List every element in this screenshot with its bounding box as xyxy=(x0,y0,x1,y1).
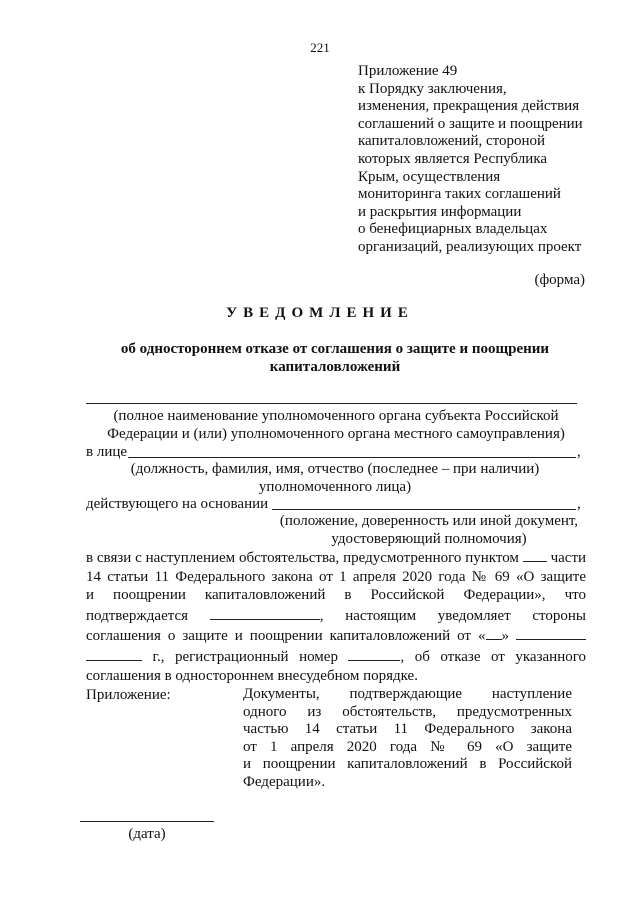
in-person-line[interactable] xyxy=(128,457,576,458)
attachment-line: частью 14 статьи 11 Федерального закона xyxy=(243,721,572,738)
acting-basis-label: действующего на основании xyxy=(86,496,269,512)
attachment-line: и поощрении капиталовложений в Российской xyxy=(243,756,572,773)
point-number-blank[interactable] xyxy=(523,547,547,562)
organ-name-line[interactable] xyxy=(86,403,577,404)
appendix-line: которых является Республика xyxy=(358,150,548,167)
basis-caption: (положение, доверенность или иной документ, удостоверяющий полномочия) xyxy=(279,513,579,547)
body-line: соглашения в одностороннем внесудебном порядке. xyxy=(86,667,418,684)
body-line: 14 статьи 11 Федерального закона от 1 апреля 2020 года № 69 «О защите xyxy=(86,568,586,585)
appendix-line: и раскрытия информации xyxy=(358,203,522,220)
appendix-line: мониторинга таких соглашений xyxy=(358,186,561,203)
organ-name-caption: (полное наименование уполномоченного органа субъекта Российской Федерации и (или) уполномоченного органа местного самоуправления) xyxy=(107,408,565,442)
acting-basis-line[interactable] xyxy=(272,509,576,510)
attachment-line: одного из обстоятельств, предусмотренных xyxy=(243,703,572,720)
in-person-label: в лице xyxy=(86,444,128,460)
document-title: УВЕДОМЛЕНИЕ xyxy=(226,305,414,321)
body-line: и поощрении капиталовложений в Российской Федерации», что xyxy=(86,587,586,604)
appendix-line: соглашений о защите и поощрении xyxy=(358,115,583,132)
confirmation-blank[interactable] xyxy=(210,605,320,620)
date-caption: (дата) xyxy=(128,826,166,842)
appendix-line: о бенефициарных владельцах xyxy=(358,221,548,238)
body-line: г., регистрационный номер , об отказе от указанного xyxy=(86,646,586,667)
body-line: подтверждается , настоящим уведомляет стороны xyxy=(86,605,586,626)
form-label: (форма) xyxy=(534,272,585,288)
page-number: 221 xyxy=(310,40,330,55)
appendix-line: изменения, прекращения действия xyxy=(358,98,580,115)
person-caption: (должность, фамилия, имя, отчество (последнее – при наличии) уполномоченного лица) xyxy=(130,461,540,495)
comma: , xyxy=(577,496,581,512)
attachment-line: Документы, подтверждающие наступление xyxy=(243,686,572,702)
attachment-line: Федерации». xyxy=(243,773,326,790)
appendix-line: организаций, реализующих проект xyxy=(358,238,582,255)
appendix-line: Приложение 49 xyxy=(358,63,458,79)
year-blank[interactable] xyxy=(86,646,142,661)
registration-number-blank[interactable] xyxy=(348,646,400,661)
comma: , xyxy=(577,444,581,460)
appendix-line: капиталовложений, стороной xyxy=(358,133,546,150)
body-line: в связи с наступлением обстоятельства, предусмотренного пунктом части xyxy=(86,547,586,568)
attachment-label: Приложение: xyxy=(86,687,171,703)
appendix-line: к Порядку заключения, xyxy=(358,80,507,97)
document-subtitle: об одностороннем отказе от соглашения о защите и поощрении капиталовложений xyxy=(120,341,550,375)
attachment-text xyxy=(243,686,572,792)
date-line[interactable] xyxy=(80,821,214,822)
appendix-reference xyxy=(358,63,583,257)
month-blank[interactable] xyxy=(516,625,586,640)
day-blank[interactable] xyxy=(486,625,502,640)
appendix-line: Крым, осуществления xyxy=(358,168,501,185)
body-paragraph xyxy=(86,547,586,685)
attachment-line: от 1 апреля 2020 года № 69 «О защите xyxy=(243,738,572,755)
body-line: соглашения о защите и поощрении капиталовложений от « » xyxy=(86,625,586,646)
